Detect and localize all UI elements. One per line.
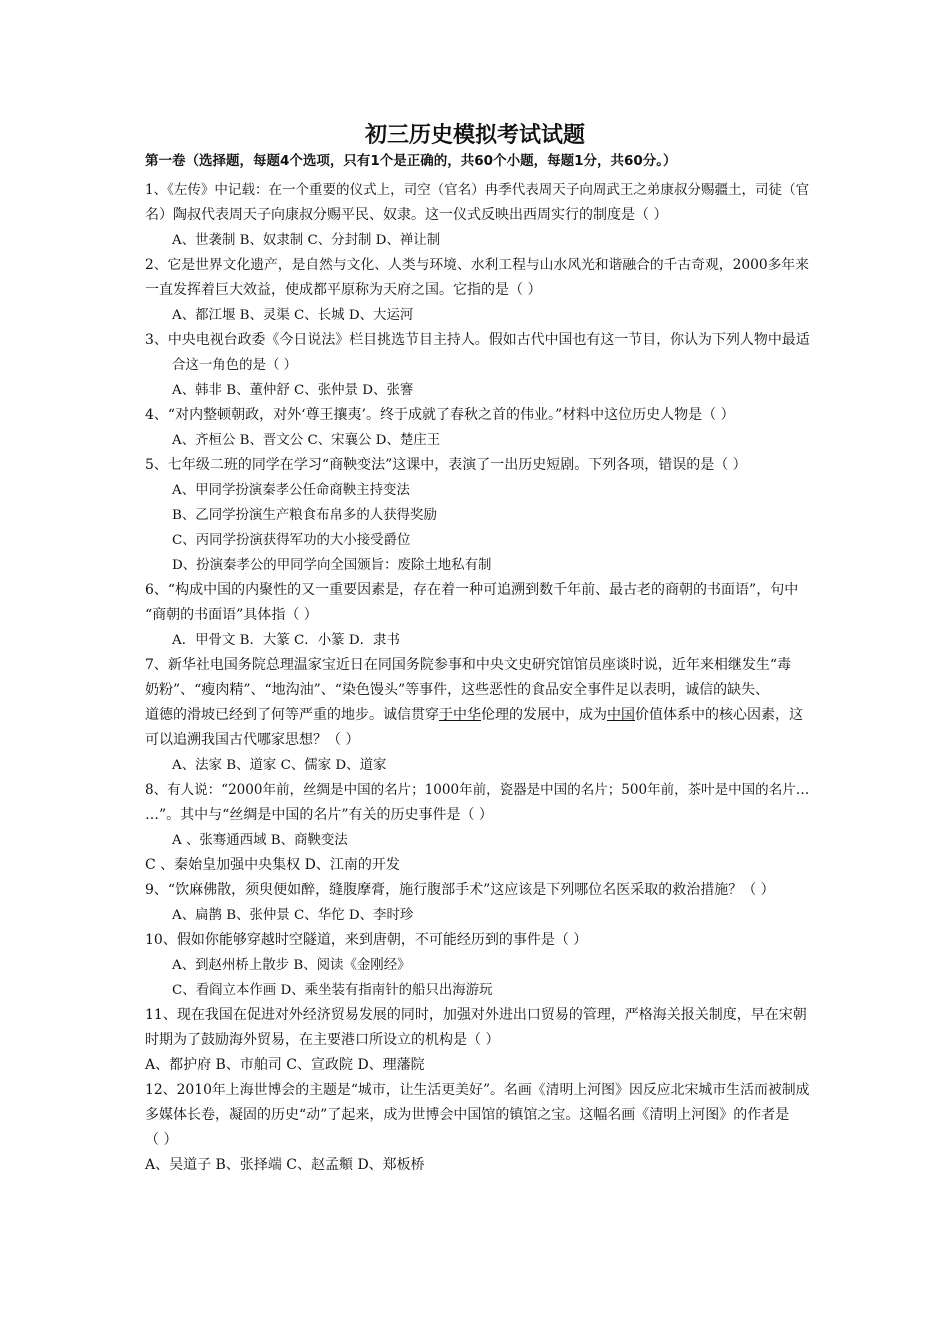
- q1-line: 1、《左传》中记载：在一个重要的仪式上，司空（官名）冉季代表周天子向周武王之弟康叔分赐疆土，司徒（官: [145, 182, 810, 198]
- q8-line: …”。其中与“丝绸是中国的名片”有关的历史事件是（ ）: [145, 807, 493, 823]
- q11-line: 时期为了鼓励海外贸易，在主要港口所设立的机构是（ ）: [145, 1032, 500, 1048]
- q11-line: 11、现在我国在促进对外经济贸易发展的同时，加强对外进出口贸易的管理，严格海关报关制度，早在宋朝: [145, 1007, 807, 1023]
- q9-line: 9、“饮麻佛散，须臾便如醉，缝腹摩膏，施行腹部手术”这应该是下列哪位名医采取的救治措施？（ ）: [145, 882, 775, 898]
- q8-line: 8、有人说：“2000年前，丝绸是中国的名片；1000年前，瓷器是中国的名片；500年前，茶叶是中国的名片…: [145, 782, 810, 798]
- q9-options: A、扁鹊 B、张仲景 C、华佗 D、李时珍: [172, 908, 414, 923]
- q7-options: A、法家 B、道家 C、儒家 D、道家: [172, 758, 387, 773]
- q7-line: 7、新华社电国务院总理温家宝近日在同国务院参事和中央文史研究馆馆员座谈时说，近年来相继发生“毒: [145, 657, 792, 673]
- q7-text-part: 伦理的发展中，成为: [481, 707, 607, 723]
- q5-option-a: A、甲同学扮演秦孝公任命商鞅主持变法: [172, 483, 410, 498]
- q5-option-d: D、扮演秦孝公的甲同学向全国颁旨：废除土地私有制: [172, 558, 492, 573]
- q11-options: A、都护府 B、市舶司 C、宣政院 D、理藩院: [145, 1057, 425, 1073]
- q7-text-part: 价值体系中的核心因素，这: [635, 707, 803, 723]
- q2-line: 一直发挥着巨大效益，使成都平原称为天府之国。它指的是（ ）: [145, 282, 542, 298]
- q2-options: A、都江堰 B、灵渠 C、长城 D、大运河: [172, 308, 414, 323]
- q4-options: A、齐桓公 B、晋文公 C、宋襄公 D、楚庄王: [172, 433, 441, 448]
- q10-options: A、到赵州桥上散步 B、阅读《金刚经》: [172, 958, 411, 973]
- q3-line: 合这一角色的是（ ）: [172, 358, 298, 373]
- q6-line: “商朝的书面语”具体指（ ）: [145, 607, 318, 623]
- q4-line: 4、“对内整顿朝政，对外‘尊王攘夷’。终于成就了春秋之首的伟业。”材料中这位历史人物是（ ）: [145, 407, 735, 423]
- q8-options: A 、张骞通西域 B、商鞅变法: [172, 833, 348, 848]
- q7-line: 奶粉”、“瘦肉精”、“地沟油”、“染色馒头”等事件，这些恶性的食品安全事件足以表明，诚信的缺失、: [145, 682, 770, 698]
- q10-options: C、看阎立本作画 D、乘坐装有指南针的船只出海游玩: [172, 983, 493, 998]
- q1-line: 名）陶叔代表周天子向康叔分赐平民、奴隶。这一仪式反映出西周实行的制度是（ ）: [145, 207, 668, 223]
- q12-options: A、吴道子 B、张择端 C、赵孟頫 D、郑板桥: [145, 1157, 425, 1173]
- q3-line: 3、中央电视台政委《今日说法》栏目挑选节目主持人。假如古代中国也有这一节目，你认为下列人物中最适: [145, 332, 810, 348]
- q10-line: 10、假如你能够穿越时空隧道，来到唐朝，不可能经历到的事件是（ ）: [145, 932, 588, 948]
- q1-options: A、世袭制 B、奴隶制 C、分封制 D、禅让制: [172, 233, 441, 248]
- q7-line: 可以追溯我国古代哪家思想？（ ）: [145, 732, 360, 748]
- q12-line: （ ）: [145, 1132, 178, 1148]
- underlined-term: 于中华: [439, 707, 481, 723]
- exam-title: 初三历史模拟考试试题: [364, 123, 585, 148]
- q5-option-b: B、乙同学扮演生产粮食布帛多的人获得奖励: [172, 508, 437, 523]
- q7-line-underlined: [145, 703, 810, 728]
- question-body: [145, 178, 810, 1178]
- section-header: 第一卷（选择题，每题4个选项，只有1个是正确的，共60个小题，每题1分，共60分。）: [145, 153, 677, 169]
- q7-text-part: 道德的滑坡已经到了何等严重的地步。诚信贯穿: [145, 707, 439, 723]
- q2-line: 2、它是世界文化遗产，是自然与文化、人类与环境、水利工程与山水风光和谐融合的千古奇观，2000多年来: [145, 257, 809, 273]
- q5-line: 5、七年级二班的同学在学习“商鞅变法”这课中，表演了一出历史短剧。下列各项，错误的是（ ）: [145, 457, 747, 473]
- q12-line: 12、2010年上海世博会的主题是“城市，让生活更美好”。名画《清明上河图》因反应北宋城市生活而被制成: [145, 1082, 810, 1098]
- q6-options: A．甲骨文 B．大篆 C．小篆 D．隶书: [172, 633, 400, 648]
- q6-line: 6、“构成中国的内聚性的又一重要因素是，存在着一种可追溯到数千年前、最古老的商朝的书面语”，句中: [145, 582, 799, 598]
- underlined-term: 中国: [607, 707, 635, 723]
- q3-options: A、韩非 B、董仲舒 C、张仲景 D、张謇: [172, 383, 414, 398]
- q12-line: 多媒体长卷，凝固的历史“动”了起来，成为世博会中国馆的镇馆之宝。这幅名画《清明上河图》的作者是: [145, 1107, 790, 1123]
- q8-options: C 、秦始皇加强中央集权 D、江南的开发: [145, 857, 400, 873]
- q5-option-c: C、丙同学扮演获得军功的大小接受爵位: [172, 533, 411, 548]
